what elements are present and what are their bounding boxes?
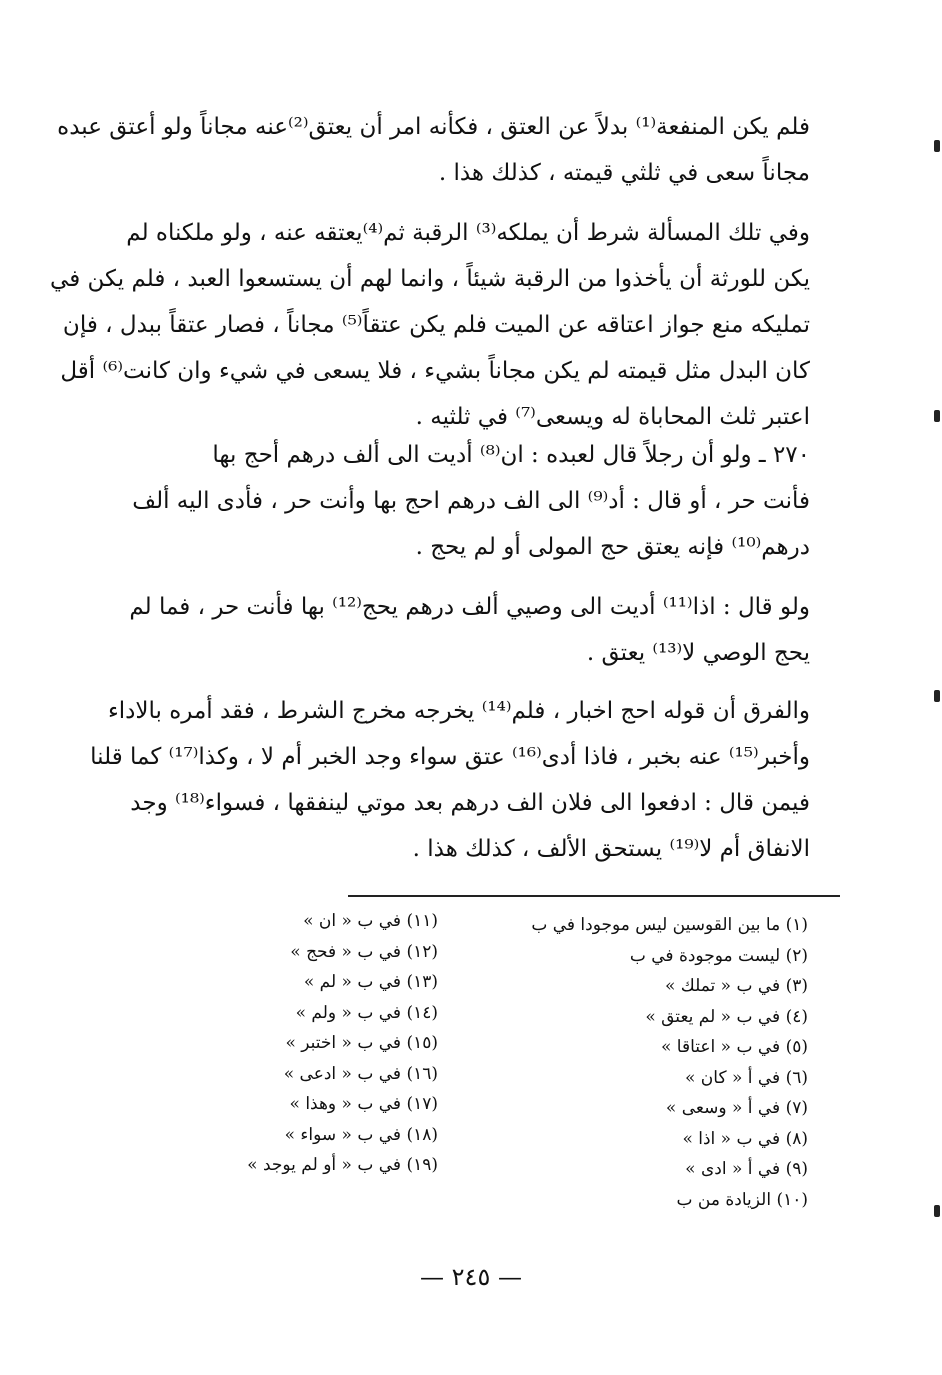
footnote: (١٠) الزيادة من ب <box>676 1189 808 1210</box>
text-line: تمليكه منع جواز اعتاقه عن الميت فلم يكن عتقاً⁽⁵⁾ مجاناً ، فصار عتقاً ببدل ، فإن <box>62 312 810 338</box>
footnote: (١٤) في ب « ولم » <box>295 1002 438 1023</box>
footnotes-right-column <box>518 910 808 1215</box>
footnote: (٧) في أ « وسعى » <box>665 1098 808 1118</box>
footnote: (١٥) في ب « اختبر » <box>285 1033 438 1053</box>
footnote: (٥) في ب « اعتاقا » <box>660 1037 808 1057</box>
footnote: (١٢) في ب « فحج » <box>290 941 438 962</box>
text-line: درهم⁽¹⁰⁾ فإنه يعتق حج المولى أو لم يحج . <box>415 534 810 560</box>
paragraph-1 <box>57 104 810 196</box>
footnote: (٣) في ب « تملك » <box>664 976 808 996</box>
footnote: (٤) في ب « لم يعتق » <box>645 1006 808 1027</box>
footnote: (١٦) في ب « ادعى » <box>283 1063 438 1084</box>
text-line: فأنت حر ، أو قال : أد⁽⁹⁾ الى الف درهم احج بها وأنت حر ، فأدى اليه ألف <box>132 488 810 514</box>
text-line: اعتبر ثلث المحاباة له ويسعى⁽⁷⁾ في ثلثيه . <box>415 404 810 430</box>
text-line: فيمن قال : ادفعوا الى فلان الف درهم بعد موتي لينفقها ، فسواء⁽¹⁸⁾ وجد <box>130 790 810 816</box>
footnote: (١٣) في ب « لم » <box>303 972 438 992</box>
footnote: (١٧) في ب « وهذا » <box>289 1094 438 1114</box>
paragraph-4 <box>130 584 810 676</box>
text-line: وأخبر⁽¹⁵⁾ عنه بخبر ، فاذا أدى⁽¹⁶⁾ عتق سواء وجد الخبر أم لا ، وكذا⁽¹⁷⁾ كما قلنا <box>90 744 810 770</box>
footnote: (٦) في أ « كان » <box>684 1067 808 1088</box>
paragraph-5 <box>90 688 810 872</box>
paragraph-3 <box>130 432 810 570</box>
footnote: (١٨) في ب « سواء » <box>284 1124 438 1145</box>
footnote: (٢) ليست موجودة في ب <box>629 945 808 966</box>
page-number: — ٢٤٥ — <box>420 1263 522 1291</box>
footnote: (١٩) في ب « أو لم يوجد » <box>247 1155 438 1175</box>
footnote: (١١) في ب « ان » <box>303 911 438 931</box>
text-line: فلم يكن المنفعة⁽¹⁾ بدلاً عن العتق ، فكأنه امر أن يعتق⁽²⁾عنه مجاناً ولو أعتق عبده <box>57 114 810 140</box>
footnote-divider <box>348 895 840 897</box>
scan-edge-mark <box>934 140 940 152</box>
text-line: يحج الوصي لا⁽¹³⁾ يعتق . <box>586 640 810 666</box>
scan-edge-mark <box>934 410 940 422</box>
text-line: كان البدل مثل قيمته لم يكن مجاناً بشيء ، فلا يسعى في شيء وان كانت⁽⁶⁾ أقل <box>60 358 810 384</box>
scan-edge-mark <box>934 690 940 702</box>
footnote: (٩) في أ « ادى » <box>685 1159 808 1179</box>
footnotes-left-column <box>198 906 438 1181</box>
text-line: يكن للورثة أن يأخذوا من الرقبة شيئاً ، وانما لهم أن يستسعوا العبد ، فلم يكن في <box>50 266 810 292</box>
paragraph-2 <box>50 210 810 440</box>
text-line: وفي تلك المسألة شرط أن يملكه⁽³⁾ الرقبة ثم⁽⁴⁾يعتقه عنه ، ولو ملكناه لم <box>126 220 810 246</box>
text-line: الانفاق أم لا⁽¹⁹⁾ يستحق الألف ، كذلك هذا . <box>412 836 810 862</box>
text-line: والفرق أن قوله احج اخبار ، فلم⁽¹⁴⁾ يخرجه مخرج الشرط ، فقد أمره بالاداء <box>107 698 810 724</box>
text-line: ولو قال : اذا⁽¹¹⁾ أديت الى وصيي ألف درهم يحج⁽¹²⁾ بها فأنت حر ، فما لم <box>129 594 810 620</box>
text-line: ٢٧٠ ـ ولو أن رجلاً قال لعبده : ان⁽⁸⁾ أديت الى ألف درهم أحج بها <box>212 442 810 468</box>
footnote: (١) ما بين القوسين ليس موجودا في ب <box>531 915 808 935</box>
text-line: مجاناً سعى في ثلثي قيمته ، كذلك هذا . <box>438 160 810 186</box>
footnote: (٨) في ب « اذا » <box>682 1128 808 1149</box>
scan-edge-mark <box>934 1205 940 1217</box>
